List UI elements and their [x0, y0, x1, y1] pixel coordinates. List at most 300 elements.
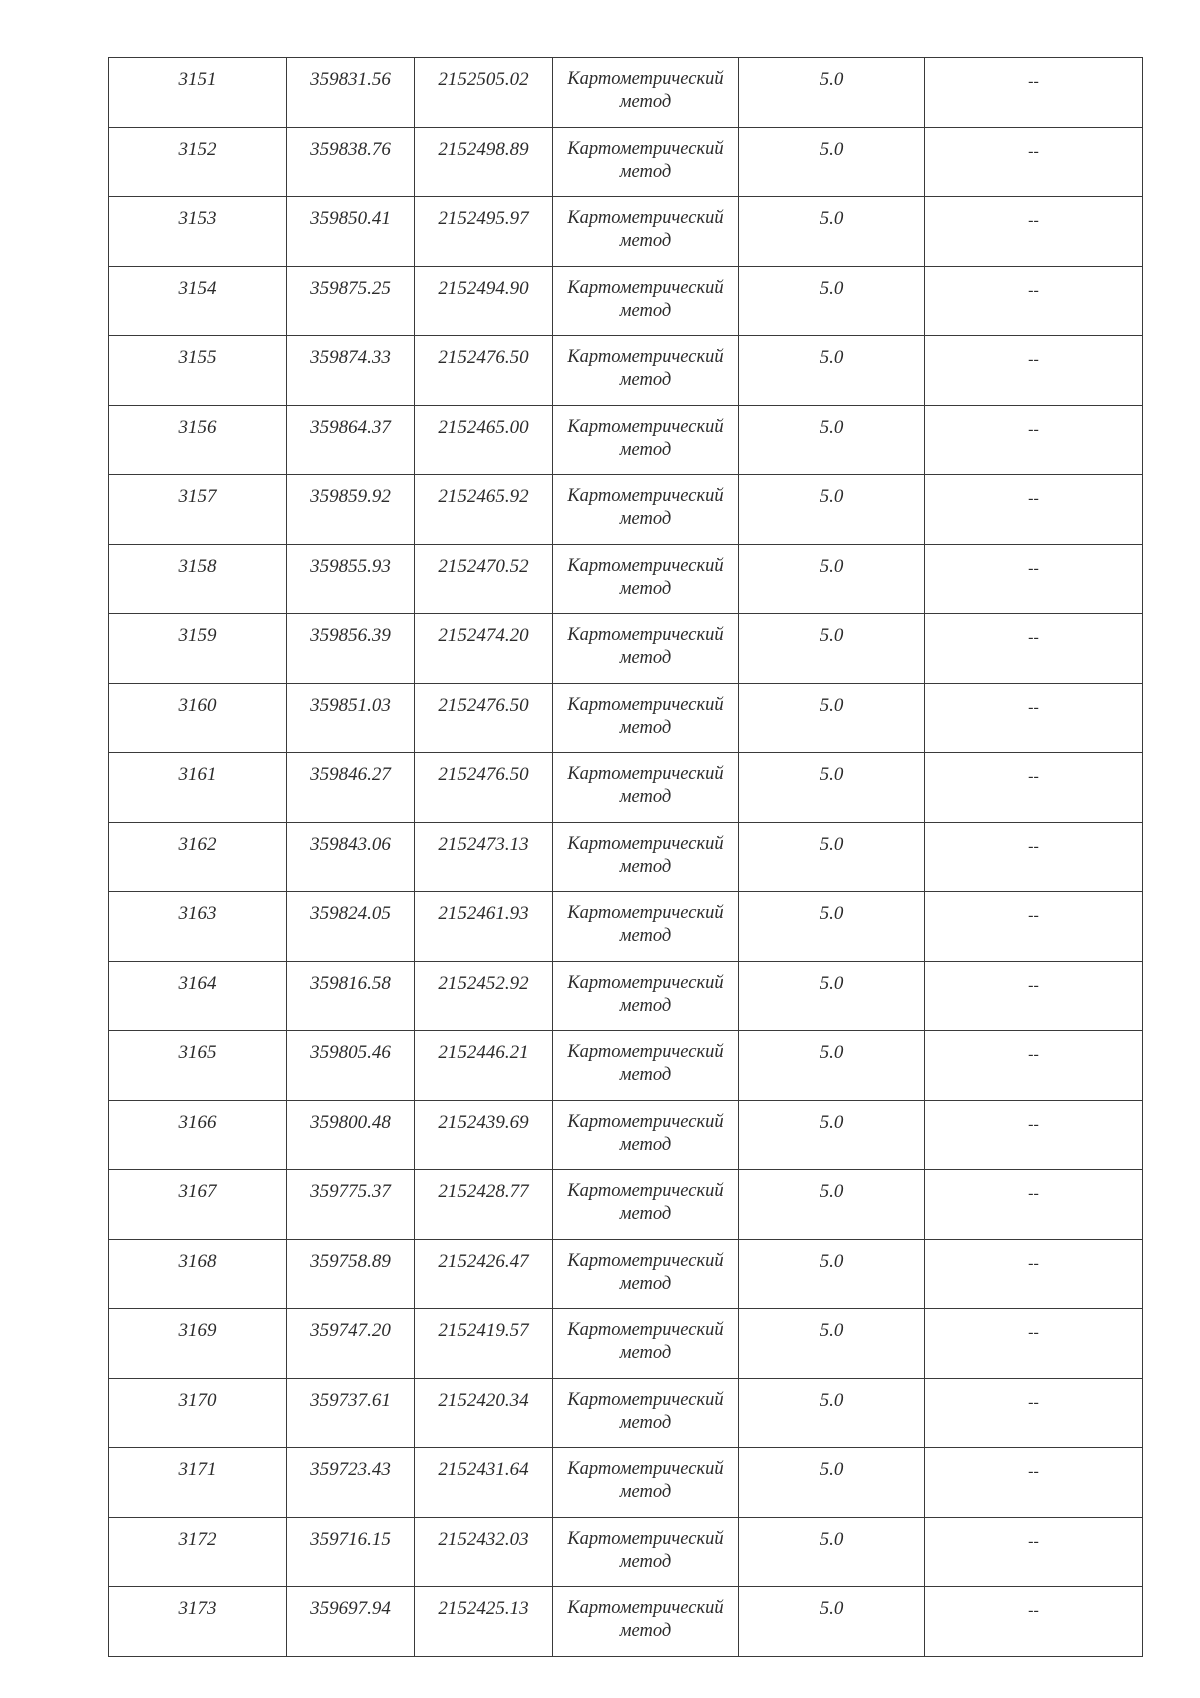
x-coordinate-cell: [287, 336, 415, 406]
accuracy-value: 5.0: [819, 764, 844, 785]
note-value: --: [1028, 629, 1039, 646]
y-coordinate-cell: [415, 1170, 553, 1240]
y-coordinate: 2152494.90: [438, 277, 529, 299]
coordinates-table: [108, 57, 1143, 1657]
note-value: --: [1028, 907, 1039, 924]
determination-method: Картометрический метод: [567, 1042, 724, 1085]
determination-method: Картометрический метод: [567, 972, 724, 1016]
x-coordinate: 359758.89: [310, 1250, 391, 1272]
x-coordinate: 359851.03: [310, 694, 391, 716]
accuracy-cell: [739, 1170, 925, 1240]
accuracy-value: 5.0: [819, 1598, 844, 1619]
table-row: [109, 1378, 1143, 1448]
y-coordinate: 2152476.50: [438, 764, 529, 785]
y-coordinate-cell: [415, 197, 553, 267]
point-number-cell: [109, 1309, 287, 1379]
determination-method: Картометрический метод: [567, 277, 724, 321]
point-number: 3162: [178, 833, 217, 855]
x-coordinate-cell: [287, 822, 415, 892]
accuracy-value: 5.0: [819, 138, 844, 160]
table-row: [109, 961, 1143, 1031]
point-number: 3171: [178, 1459, 217, 1480]
point-number: 3161: [178, 764, 217, 785]
table-row: [109, 1100, 1143, 1170]
x-coordinate-cell: [287, 1378, 415, 1448]
point-number: 3166: [178, 1111, 217, 1133]
determination-method: Картометрический метод: [567, 903, 724, 946]
note-value: --: [1028, 420, 1039, 438]
point-number: 3170: [178, 1389, 217, 1411]
point-number: 3157: [178, 486, 217, 507]
point-number: 3154: [178, 277, 217, 299]
point-number-cell: [109, 961, 287, 1031]
table-row: [109, 475, 1143, 545]
point-number-cell: [109, 614, 287, 684]
method-cell: [553, 961, 739, 1031]
y-coordinate-cell: [415, 614, 553, 684]
x-coordinate-cell: [287, 1587, 415, 1657]
accuracy-value: 5.0: [819, 1042, 844, 1063]
y-coordinate: 2152452.92: [438, 972, 529, 994]
y-coordinate: 2152461.93: [438, 903, 529, 924]
note-cell: [925, 822, 1143, 892]
x-coordinate-cell: [287, 544, 415, 614]
point-number-cell: [109, 1239, 287, 1309]
table-row: [109, 197, 1143, 267]
y-coordinate: 2152465.92: [438, 486, 529, 507]
y-coordinate: 2152465.00: [438, 416, 529, 438]
accuracy-cell: [739, 961, 925, 1031]
y-coordinate-cell: [415, 544, 553, 614]
point-number-cell: [109, 1031, 287, 1101]
point-number-cell: [109, 266, 287, 336]
accuracy-value: 5.0: [819, 972, 844, 994]
point-number-cell: [109, 1448, 287, 1518]
accuracy-cell: [739, 1239, 925, 1309]
method-cell: [553, 405, 739, 475]
point-number-cell: [109, 405, 287, 475]
note-cell: [925, 58, 1143, 128]
note-value: --: [1028, 1324, 1039, 1341]
x-coordinate: 359859.92: [310, 486, 391, 507]
accuracy-value: 5.0: [819, 555, 844, 577]
note-value: --: [1028, 1532, 1039, 1550]
y-coordinate-cell: [415, 892, 553, 962]
note-value: --: [1028, 351, 1039, 368]
point-number-cell: [109, 1587, 287, 1657]
accuracy-cell: [739, 1100, 925, 1170]
y-coordinate-cell: [415, 336, 553, 406]
y-coordinate-cell: [415, 1448, 553, 1518]
determination-method: Картометрический метод: [567, 764, 724, 807]
accuracy-value: 5.0: [819, 694, 844, 716]
point-number-cell: [109, 1517, 287, 1587]
table-row: [109, 753, 1143, 823]
accuracy-cell: [739, 336, 925, 406]
x-coordinate-cell: [287, 58, 415, 128]
x-coordinate-cell: [287, 127, 415, 197]
y-coordinate: 2152498.89: [438, 138, 529, 160]
accuracy-cell: [739, 266, 925, 336]
note-cell: [925, 1239, 1143, 1309]
point-number-cell: [109, 1100, 287, 1170]
method-cell: [553, 1100, 739, 1170]
determination-method: Картометрический метод: [567, 1181, 724, 1224]
x-coordinate: 359850.41: [310, 208, 391, 229]
determination-method: Картометрический метод: [567, 486, 724, 529]
x-coordinate: 359855.93: [310, 555, 391, 577]
determination-method: Картометрический метод: [567, 1389, 724, 1433]
x-coordinate: 359864.37: [310, 416, 391, 438]
table-row: [109, 336, 1143, 406]
x-coordinate-cell: [287, 475, 415, 545]
method-cell: [553, 1170, 739, 1240]
note-value: --: [1028, 837, 1039, 855]
x-coordinate-cell: [287, 1448, 415, 1518]
point-number-cell: [109, 1170, 287, 1240]
point-number: 3160: [178, 694, 217, 716]
point-number-cell: [109, 127, 287, 197]
determination-method: Картометрический метод: [567, 555, 724, 599]
method-cell: [553, 1587, 739, 1657]
note-value: --: [1028, 212, 1039, 229]
note-value: --: [1028, 1602, 1039, 1619]
point-number: 3168: [178, 1250, 217, 1272]
x-coordinate: 359831.56: [310, 69, 391, 90]
accuracy-cell: [739, 1448, 925, 1518]
determination-method: Картометрический метод: [567, 625, 724, 668]
accuracy-cell: [739, 475, 925, 545]
note-value: --: [1028, 559, 1039, 577]
y-coordinate: 2152432.03: [438, 1528, 529, 1550]
x-coordinate: 359805.46: [310, 1042, 391, 1063]
table-row: [109, 1309, 1143, 1379]
note-cell: [925, 544, 1143, 614]
determination-method: Картометрический метод: [567, 1250, 724, 1294]
table-row: [109, 1239, 1143, 1309]
point-number-cell: [109, 892, 287, 962]
table-row: [109, 1448, 1143, 1518]
point-number: 3158: [178, 555, 217, 577]
point-number: 3153: [178, 208, 217, 229]
method-cell: [553, 544, 739, 614]
determination-method: Картометрический метод: [567, 69, 724, 112]
method-cell: [553, 197, 739, 267]
y-coordinate-cell: [415, 1378, 553, 1448]
accuracy-value: 5.0: [819, 1111, 844, 1133]
note-value: --: [1028, 1046, 1039, 1063]
determination-method: Картометрический метод: [567, 1459, 724, 1502]
x-coordinate-cell: [287, 1031, 415, 1101]
note-cell: [925, 1031, 1143, 1101]
method-cell: [553, 892, 739, 962]
point-number: 3152: [178, 138, 217, 160]
accuracy-value: 5.0: [819, 1459, 844, 1480]
x-coordinate-cell: [287, 1100, 415, 1170]
y-coordinate-cell: [415, 961, 553, 1031]
x-coordinate: 359874.33: [310, 347, 391, 368]
note-cell: [925, 614, 1143, 684]
accuracy-cell: [739, 822, 925, 892]
note-cell: [925, 405, 1143, 475]
note-cell: [925, 961, 1143, 1031]
note-cell: [925, 683, 1143, 753]
y-coordinate-cell: [415, 1587, 553, 1657]
accuracy-cell: [739, 197, 925, 267]
table-row: [109, 405, 1143, 475]
note-value: --: [1028, 1463, 1039, 1480]
y-coordinate: 2152474.20: [438, 625, 529, 646]
method-cell: [553, 1239, 739, 1309]
note-value: --: [1028, 1185, 1039, 1202]
coordinates-table-body: [109, 58, 1143, 1657]
y-coordinate-cell: [415, 58, 553, 128]
determination-method: Картометрический метод: [567, 347, 724, 390]
accuracy-cell: [739, 1587, 925, 1657]
y-coordinate-cell: [415, 1239, 553, 1309]
x-coordinate-cell: [287, 614, 415, 684]
note-cell: [925, 266, 1143, 336]
y-coordinate: 2152470.52: [438, 555, 529, 577]
determination-method: Картометрический метод: [567, 833, 724, 877]
accuracy-cell: [739, 405, 925, 475]
note-value: --: [1028, 73, 1039, 90]
x-coordinate-cell: [287, 1517, 415, 1587]
method-cell: [553, 683, 739, 753]
accuracy-value: 5.0: [819, 1250, 844, 1272]
x-coordinate-cell: [287, 892, 415, 962]
x-coordinate-cell: [287, 266, 415, 336]
y-coordinate-cell: [415, 1517, 553, 1587]
accuracy-value: 5.0: [819, 208, 844, 229]
point-number: 3163: [178, 903, 217, 924]
accuracy-cell: [739, 892, 925, 962]
x-coordinate-cell: [287, 753, 415, 823]
x-coordinate-cell: [287, 961, 415, 1031]
x-coordinate: 359716.15: [310, 1528, 391, 1550]
point-number: 3167: [178, 1181, 217, 1202]
y-coordinate: 2152476.50: [438, 347, 529, 368]
table-row: [109, 1517, 1143, 1587]
note-value: --: [1028, 490, 1039, 507]
method-cell: [553, 58, 739, 128]
accuracy-cell: [739, 683, 925, 753]
determination-method: Картометрический метод: [567, 1598, 724, 1641]
y-coordinate: 2152476.50: [438, 694, 529, 716]
note-value: --: [1028, 281, 1039, 299]
method-cell: [553, 336, 739, 406]
y-coordinate: 2152505.02: [438, 69, 529, 90]
point-number-cell: [109, 544, 287, 614]
note-cell: [925, 197, 1143, 267]
accuracy-value: 5.0: [819, 69, 844, 90]
x-coordinate: 359875.25: [310, 277, 391, 299]
point-number-cell: [109, 753, 287, 823]
x-coordinate-cell: [287, 197, 415, 267]
y-coordinate-cell: [415, 683, 553, 753]
x-coordinate: 359816.58: [310, 972, 391, 994]
table-row: [109, 822, 1143, 892]
x-coordinate: 359824.05: [310, 903, 391, 924]
x-coordinate-cell: [287, 405, 415, 475]
y-coordinate: 2152439.69: [438, 1111, 529, 1133]
determination-method: Картометрический метод: [567, 138, 724, 182]
point-number: 3165: [178, 1042, 217, 1063]
note-cell: [925, 127, 1143, 197]
x-coordinate: 359856.39: [310, 625, 391, 646]
point-number-cell: [109, 197, 287, 267]
y-coordinate: 2152495.97: [438, 208, 529, 229]
point-number-cell: [109, 475, 287, 545]
note-cell: [925, 1100, 1143, 1170]
x-coordinate-cell: [287, 683, 415, 753]
determination-method: Картометрический метод: [567, 1320, 724, 1363]
point-number-cell: [109, 822, 287, 892]
note-cell: [925, 1587, 1143, 1657]
accuracy-value: 5.0: [819, 347, 844, 368]
y-coordinate: 2152446.21: [438, 1042, 529, 1063]
table-row: [109, 58, 1143, 128]
y-coordinate: 2152425.13: [438, 1598, 529, 1619]
point-number: 3155: [178, 347, 217, 368]
determination-method: Картометрический метод: [567, 416, 724, 460]
note-value: --: [1028, 142, 1039, 160]
y-coordinate-cell: [415, 405, 553, 475]
note-cell: [925, 1378, 1143, 1448]
accuracy-cell: [739, 753, 925, 823]
accuracy-value: 5.0: [819, 486, 844, 507]
point-number-cell: [109, 58, 287, 128]
accuracy-value: 5.0: [819, 1528, 844, 1550]
table-row: [109, 614, 1143, 684]
accuracy-cell: [739, 544, 925, 614]
x-coordinate-cell: [287, 1239, 415, 1309]
y-coordinate: 2152431.64: [438, 1459, 529, 1480]
determination-method: Картометрический метод: [567, 1111, 724, 1155]
point-number: 3173: [178, 1598, 217, 1619]
accuracy-value: 5.0: [819, 625, 844, 646]
accuracy-value: 5.0: [819, 1181, 844, 1202]
table-row: [109, 892, 1143, 962]
determination-method: Картометрический метод: [567, 208, 724, 251]
method-cell: [553, 1517, 739, 1587]
y-coordinate-cell: [415, 127, 553, 197]
x-coordinate: 359800.48: [310, 1111, 391, 1133]
y-coordinate-cell: [415, 822, 553, 892]
y-coordinate-cell: [415, 1100, 553, 1170]
point-number: 3151: [178, 69, 217, 90]
note-value: --: [1028, 1254, 1039, 1272]
y-coordinate: 2152426.47: [438, 1250, 529, 1272]
method-cell: [553, 1031, 739, 1101]
table-row: [109, 127, 1143, 197]
y-coordinate: 2152419.57: [438, 1320, 529, 1341]
method-cell: [553, 1378, 739, 1448]
table-row: [109, 683, 1143, 753]
table-row: [109, 1587, 1143, 1657]
method-cell: [553, 1448, 739, 1518]
note-cell: [925, 1517, 1143, 1587]
y-coordinate: 2152420.34: [438, 1389, 529, 1411]
x-coordinate: 359723.43: [310, 1459, 391, 1480]
y-coordinate-cell: [415, 1031, 553, 1101]
point-number: 3156: [178, 416, 217, 438]
accuracy-cell: [739, 58, 925, 128]
x-coordinate: 359747.20: [310, 1320, 391, 1341]
table-row: [109, 266, 1143, 336]
y-coordinate-cell: [415, 1309, 553, 1379]
determination-method: Картометрический метод: [567, 694, 724, 738]
y-coordinate: 2152473.13: [438, 833, 529, 855]
accuracy-cell: [739, 1031, 925, 1101]
accuracy-value: 5.0: [819, 1320, 844, 1341]
y-coordinate-cell: [415, 266, 553, 336]
x-coordinate-cell: [287, 1309, 415, 1379]
accuracy-cell: [739, 1378, 925, 1448]
y-coordinate-cell: [415, 753, 553, 823]
point-number: 3159: [178, 625, 217, 646]
x-coordinate: 359775.37: [310, 1181, 391, 1202]
note-value: --: [1028, 1393, 1039, 1411]
method-cell: [553, 822, 739, 892]
table-row: [109, 1031, 1143, 1101]
note-cell: [925, 753, 1143, 823]
accuracy-cell: [739, 1517, 925, 1587]
accuracy-value: 5.0: [819, 416, 844, 438]
point-number-cell: [109, 336, 287, 406]
accuracy-cell: [739, 614, 925, 684]
x-coordinate: 359846.27: [310, 764, 391, 785]
y-coordinate-cell: [415, 475, 553, 545]
note-value: --: [1028, 698, 1039, 716]
table-row: [109, 544, 1143, 614]
accuracy-value: 5.0: [819, 277, 844, 299]
method-cell: [553, 266, 739, 336]
method-cell: [553, 475, 739, 545]
accuracy-value: 5.0: [819, 903, 844, 924]
note-cell: [925, 1309, 1143, 1379]
method-cell: [553, 1309, 739, 1379]
x-coordinate: 359737.61: [310, 1389, 391, 1411]
x-coordinate: 359697.94: [310, 1598, 391, 1619]
x-coordinate-cell: [287, 1170, 415, 1240]
accuracy-value: 5.0: [819, 833, 844, 855]
note-value: --: [1028, 976, 1039, 994]
point-number: 3164: [178, 972, 217, 994]
determination-method: Картометрический метод: [567, 1528, 724, 1572]
point-number-cell: [109, 683, 287, 753]
point-number: 3169: [178, 1320, 217, 1341]
note-cell: [925, 1448, 1143, 1518]
method-cell: [553, 127, 739, 197]
y-coordinate: 2152428.77: [438, 1181, 529, 1202]
note-cell: [925, 336, 1143, 406]
note-value: --: [1028, 768, 1039, 785]
method-cell: [553, 753, 739, 823]
point-number: 3172: [178, 1528, 217, 1550]
table-row: [109, 1170, 1143, 1240]
x-coordinate: 359838.76: [310, 138, 391, 160]
method-cell: [553, 614, 739, 684]
note-cell: [925, 1170, 1143, 1240]
x-coordinate: 359843.06: [310, 833, 391, 855]
note-cell: [925, 892, 1143, 962]
accuracy-value: 5.0: [819, 1389, 844, 1411]
accuracy-cell: [739, 127, 925, 197]
point-number-cell: [109, 1378, 287, 1448]
note-cell: [925, 475, 1143, 545]
accuracy-cell: [739, 1309, 925, 1379]
